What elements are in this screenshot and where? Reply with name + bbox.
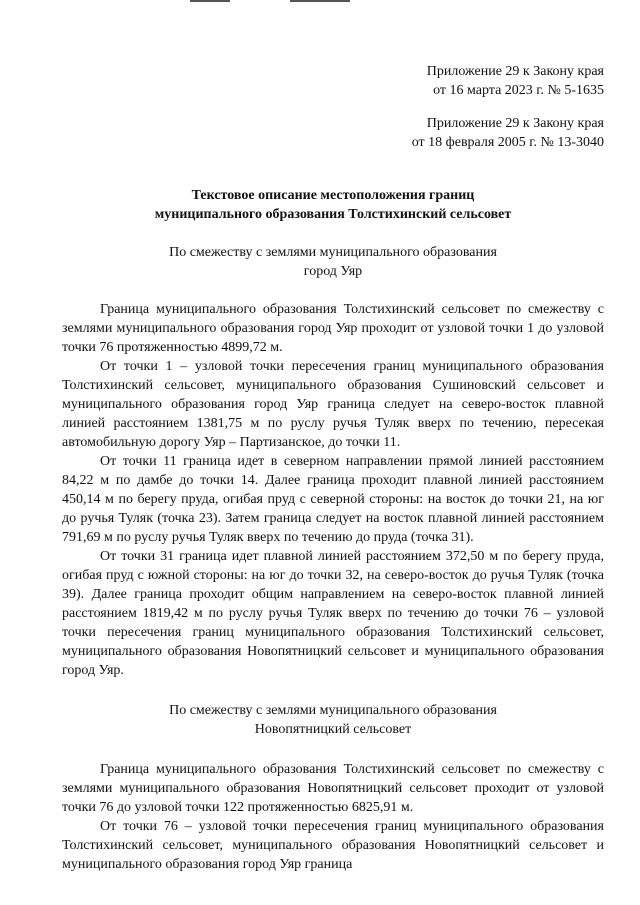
section2-paragraph: Граница муниципального образования Толстихинский сельсовет по смежеству с землями муниципального образования Новопятницкий сельсовет проходит от узловой точки 76 до узловой точки 122 протяженностью 6825,91 м.	[62, 762, 604, 815]
appendix-current	[62, 62, 604, 100]
section1-paragraph: От точки 31 граница идет плавной линией расстоянием 372,50 м по берегу пруда, огибая пруд с южной стороны: на юг до точки 32, на северо-восток до ручья Туляк (точка 39). Далее граница проходит общим направлением на северо-восток плавной линией расстоянием 1819,42 м по руслу ручья Туляк вверх по течению до точки 76 – узловой точки пересечения границ муниципального образования Толстихинский сельсовет, муниципального образования Новопятницкий сельсовет и муниципального образования город Уяр.	[62, 549, 604, 678]
section1-paragraph: От точки 1 – узловой точки пересечения границ муниципального образования Толстихинский сельсовет, муниципального образования Сушиновский сельсовет и муниципального образования город Уяр граница следует на северо-восток плавной линией расстоянием 1381,75 м по руслу ручья Туляк вверх по течению, пересекая автомобильную дорогу Уяр – Партизанское, до точки 11.	[62, 359, 604, 450]
section1-heading	[62, 243, 604, 281]
section2-paragraph: От точки 76 – узловой точки пересечения границ муниципального образования Толстихинский сельсовет, муниципального образования Новопятницкий сельсовет и муниципального образования город Уяр граница	[62, 819, 604, 872]
document-title-line2: муниципального образования Толстихинский сельсовет	[154, 207, 512, 222]
section1-heading-line2: город Уяр	[303, 264, 363, 279]
appendix-original-line2: от 18 февраля 2005 г. № 13-3040	[411, 135, 604, 150]
appendix-current-line1: Приложение 29 к Закону края	[426, 64, 604, 79]
section2-heading-line2: Новопятницкий сельсовет	[254, 722, 412, 737]
document-page	[62, 0, 604, 874]
section2-heading-line1: По смежеству с землями муниципального образования	[169, 703, 497, 718]
section1-paragraph: Граница муниципального образования Толстихинский сельсовет по смежеству с землями муниципального образования город Уяр проходит от узловой точки 1 до узловой точки 76 протяженностью 4899,72 м.	[62, 302, 604, 355]
appendix-current-line2: от 16 марта 2023 г. № 5-1635	[433, 83, 604, 98]
document-title	[62, 186, 604, 224]
section2-heading	[62, 701, 604, 739]
section1-paragraph: От точки 11 граница идет в северном направлении прямой линией расстоянием 84,22 м по дамбе до точки 14. Далее граница проходит плавной линией расстоянием 450,14 м по берегу пруда, огибая пруд с северной стороны: на восток до точки 21, на юг до ручья Туляк (точка 23). Затем граница следует на восток плавной линией расстоянием 791,69 м по руслу ручья Туляк вверх по течению до пруда (точка 31).	[62, 454, 604, 545]
document-title-line1: Текстовое описание местоположения границ	[191, 188, 475, 203]
appendix-original-line1: Приложение 29 к Закону края	[426, 116, 604, 131]
section1-heading-line1: По смежеству с землями муниципального образования	[169, 245, 497, 260]
appendix-original	[62, 114, 604, 152]
